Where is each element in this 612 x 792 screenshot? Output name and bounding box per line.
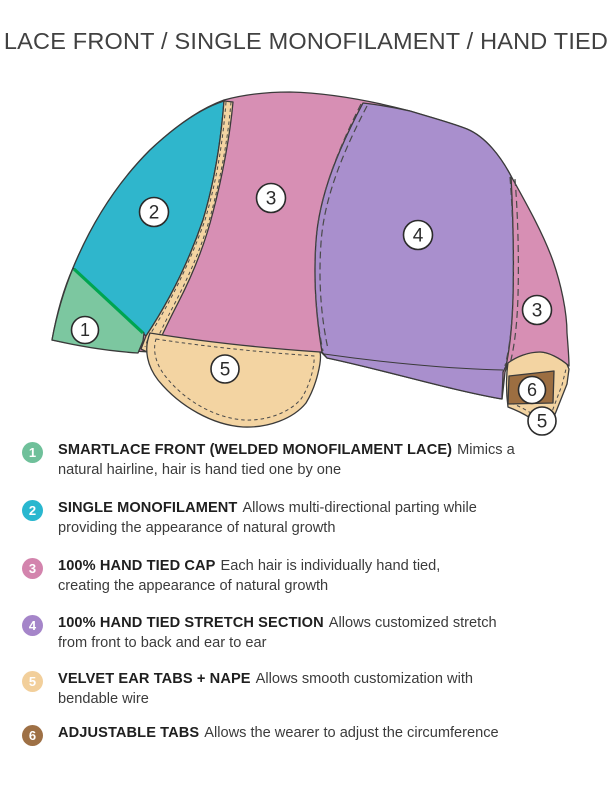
marker-3-hand-tied-back [523, 296, 552, 325]
legend-item-monofilament [22, 499, 596, 538]
marker-4-stretch-section [404, 221, 433, 250]
page-title: LACE FRONT / SINGLE MONOFILAMENT / HAND TIED [3, 28, 609, 54]
legend-badge-5: 5 [22, 671, 43, 692]
legend-text: ADJUSTABLE TABS Allows the wearer to adjust the circumference [58, 725, 499, 741]
legend-text: SMARTLACE FRONT (WELDED MONOFILAMENT LACE) Mimics a natural hairline, hair is hand tied one by one [58, 442, 515, 478]
legend-item-adjustable-tabs [22, 724, 596, 746]
legend-item-lace-front [22, 441, 596, 480]
legend-item-ear-tabs-nape [22, 670, 596, 709]
svg-text:6: 6 [526, 380, 538, 401]
legend-badge-2: 2 [22, 500, 43, 521]
svg-text:5: 5 [219, 359, 231, 381]
marker-1-lace-front [72, 317, 99, 344]
marker-3-hand-tied-front [257, 184, 286, 213]
legend-badge-3: 3 [22, 558, 43, 579]
svg-text:3: 3 [531, 300, 543, 322]
legend-item-stretch-section [22, 614, 596, 653]
legend-text: VELVET EAR TABS + NAPE Allows smooth customization with bendable wire [58, 671, 473, 707]
legend-text: 100% HAND TIED STRETCH SECTION Allows customized stretch from front to back and ear to ear [58, 615, 497, 651]
stretch-section-region [315, 103, 513, 399]
marker-6-adjustable-tab [519, 377, 546, 404]
legend-text: 100% HAND TIED CAP Each hair is individually hand tied, creating the appearance of natural growth [58, 558, 441, 594]
svg-text:1: 1 [79, 320, 91, 341]
svg-text:3: 3 [265, 188, 277, 210]
marker-2-monofilament [140, 198, 169, 227]
svg-text:5: 5 [536, 411, 548, 433]
marker-5-ear-tab [211, 355, 239, 383]
legend-text: SINGLE MONOFILAMENT Allows multi-directional parting while providing the appearance of natural growth [58, 500, 477, 536]
legend-badge-6: 6 [22, 725, 43, 746]
svg-text:2: 2 [148, 202, 160, 224]
svg-text:4: 4 [412, 225, 424, 247]
marker-5-nape [528, 407, 556, 435]
legend-badge-4: 4 [22, 615, 43, 636]
legend-item-hand-tied-cap [22, 557, 596, 596]
legend-badge-1: 1 [22, 442, 43, 463]
